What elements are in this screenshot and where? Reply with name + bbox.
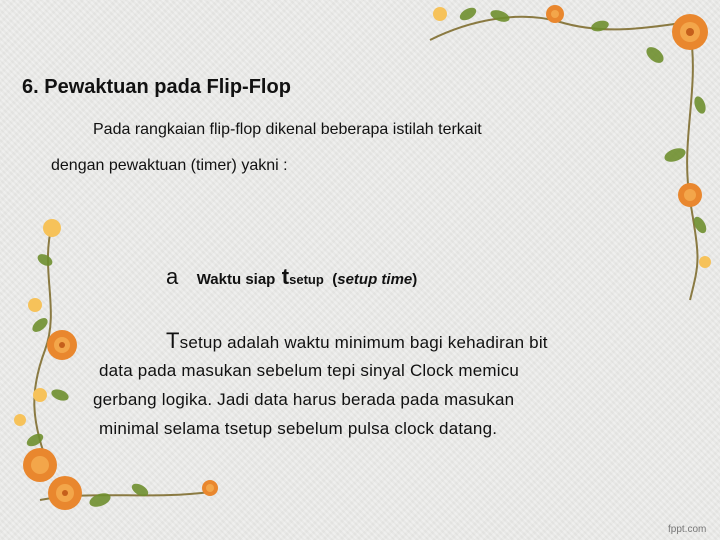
leaf-icon: [88, 491, 113, 510]
leaf-icon: [50, 387, 70, 403]
leaf-icon: [590, 19, 610, 33]
flower-icon: [23, 448, 57, 482]
leaf-icon: [691, 215, 709, 236]
slide-title: 6. Pewaktuan pada Flip-Flop: [22, 76, 291, 98]
definition-line-1: [166, 328, 548, 354]
flower-icon: [202, 480, 218, 496]
top-vine: [430, 17, 700, 40]
definition-line-1-text: setup adalah waktu minimum bagi kehadiran bit: [179, 333, 548, 352]
leaf-icon: [489, 8, 511, 24]
flower-icon: [48, 476, 82, 510]
intro-line-2: dengan pewaktuan (timer) yakni :: [51, 157, 288, 174]
intro-line-1: Pada rangkaian flip-flop dikenal beberapa istilah terkait: [93, 121, 482, 138]
leaf-icon: [130, 481, 151, 499]
term-english: [332, 271, 417, 288]
bullet-item: [166, 264, 417, 290]
definition-line-2: data pada masukan sebelum tepi sinyal Clock memicu: [99, 361, 520, 380]
term-label: Waktu siap: [196, 271, 276, 288]
small-flower-icon: [14, 414, 26, 426]
small-flower-icon: [28, 298, 42, 312]
leaf-icon: [663, 146, 688, 165]
leaf-icon: [30, 315, 50, 334]
small-flower-icon: [699, 256, 711, 268]
term-subscript: setup: [289, 272, 324, 287]
left-vine: [34, 225, 52, 470]
small-flower-icon: [33, 388, 47, 402]
small-flower-icon: [43, 219, 61, 237]
small-flower-icon: [433, 7, 447, 21]
definition-line-4: minimal selama tsetup sebelum pulsa clock datang.: [99, 419, 498, 438]
flower-icon: [672, 14, 708, 50]
leaf-icon: [692, 95, 708, 115]
flower-icon: [546, 5, 564, 23]
right-vine: [687, 30, 697, 300]
leaf-icon: [36, 252, 55, 269]
paren-close: ): [412, 271, 418, 288]
footer-logo: fppt.com: [668, 524, 707, 535]
definition-line-3: gerbang logika. Jadi data harus berada pada masukan: [93, 390, 515, 409]
term-english-text: setup time: [337, 271, 413, 288]
flower-icon: [678, 183, 702, 207]
bottom-vine: [40, 492, 210, 500]
bullet-marker: a: [166, 264, 179, 289]
paren-open: (: [332, 271, 338, 288]
leaf-icon: [25, 431, 46, 449]
leaf-icon: [458, 5, 479, 23]
term-symbol: t: [281, 264, 290, 289]
leaf-icon: [643, 44, 666, 66]
flower-icon: [47, 330, 77, 360]
definition-cap: T: [166, 328, 180, 353]
